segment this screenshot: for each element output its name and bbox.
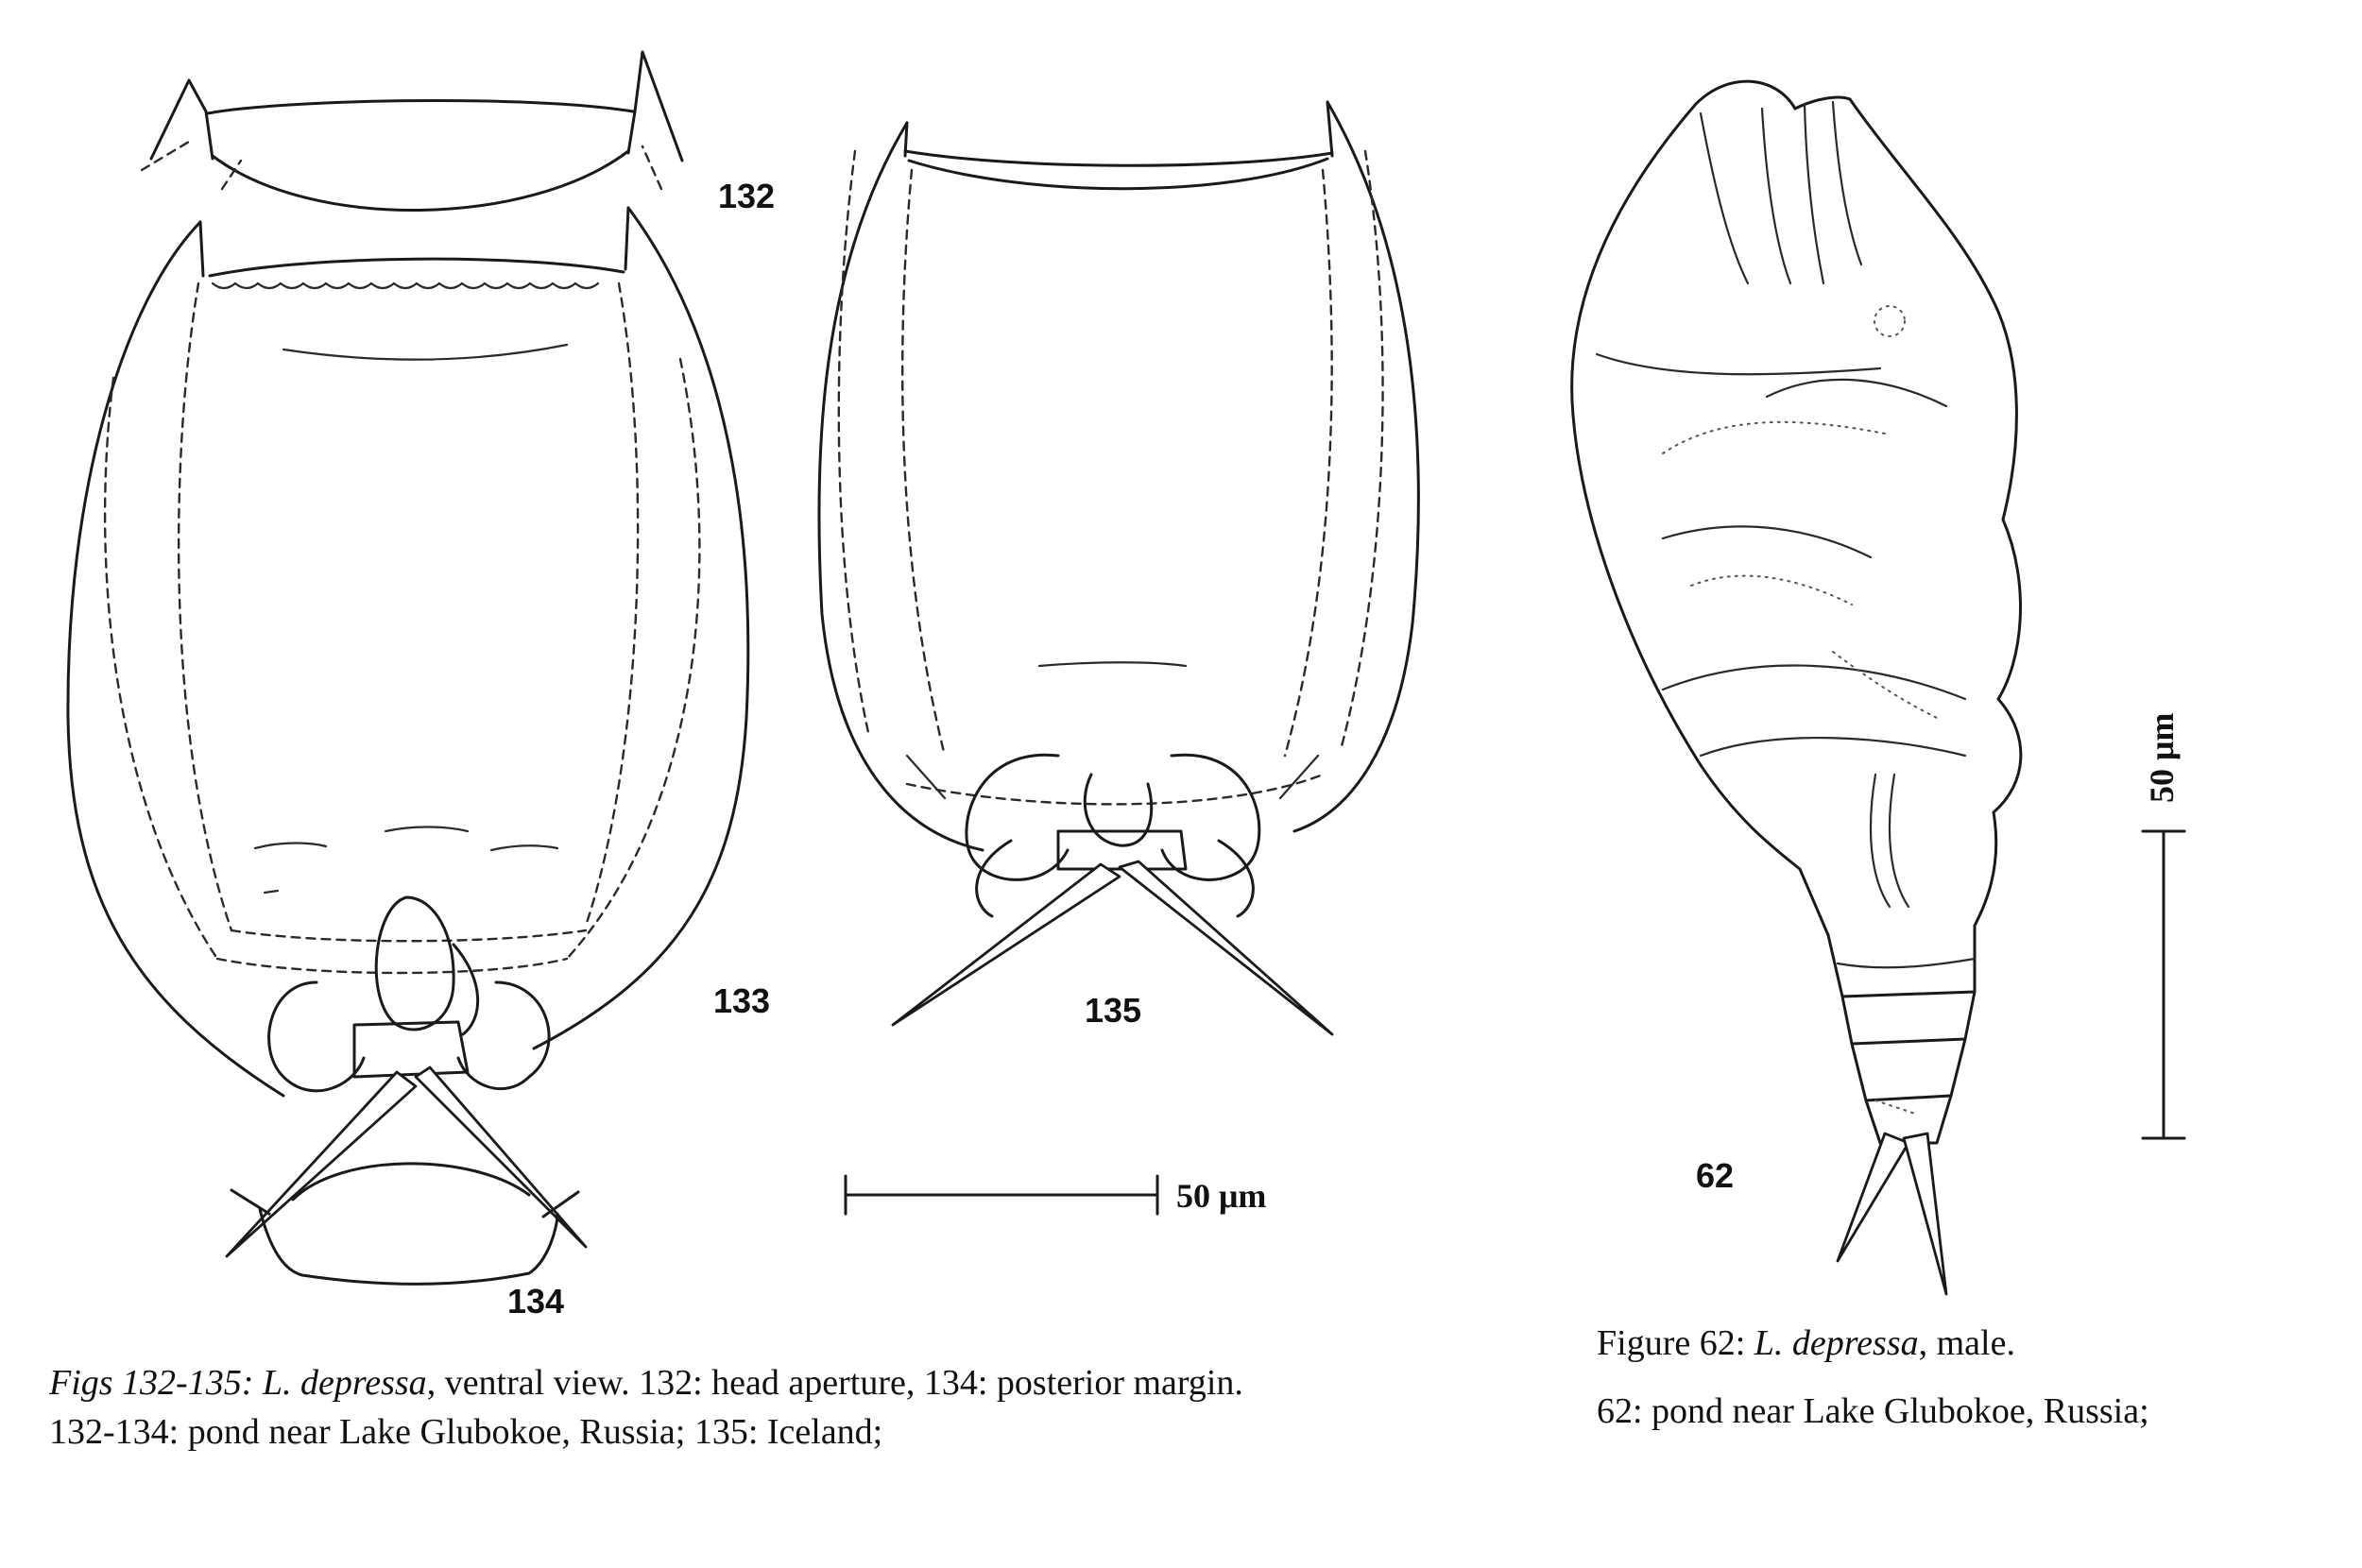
scale-bar-horizontal bbox=[846, 1176, 1157, 1214]
caption-left-line-1-text: , ventral view. 132: head aperture, 134: posterior margin. bbox=[426, 1363, 1243, 1403]
caption-right-line-2: 62: pond near Lake Glubokoe, Russia; bbox=[1597, 1391, 2149, 1431]
caption-left-line-2: 132-134: pond near Lake Glubokoe, Russia; 135: Iceland; bbox=[49, 1412, 883, 1452]
figure-number-62: 62 bbox=[1696, 1156, 1735, 1195]
caption-left-line-1 bbox=[49, 1365, 1243, 1401]
figure-number-132: 132 bbox=[718, 177, 776, 215]
scale-bar-label-horizontal: 50 μm bbox=[1176, 1177, 1267, 1215]
fig-135-lorica-drawing bbox=[819, 102, 1418, 1034]
figure-number-133: 133 bbox=[713, 981, 771, 1020]
scale-bar-label-vertical: 50 μm bbox=[2143, 712, 2181, 803]
fig-132-head-aperture-drawing bbox=[142, 52, 682, 211]
caption-right-line-1-text: , male. bbox=[1918, 1323, 2015, 1363]
caption-right-prefix: Figure 62: bbox=[1597, 1323, 1754, 1363]
caption-left-italic: Figs 132-135: L. depressa bbox=[49, 1363, 427, 1403]
fig-62-male-drawing bbox=[1572, 81, 2021, 1294]
figure-number-134: 134 bbox=[507, 1282, 565, 1321]
figure-number-135: 135 bbox=[1085, 991, 1142, 1030]
fig-133-lorica-drawing bbox=[68, 208, 748, 1256]
caption-right-line-1 bbox=[1597, 1325, 2015, 1361]
caption-right-italic: L. depressa bbox=[1754, 1323, 1919, 1363]
scale-bar-vertical bbox=[2143, 831, 2184, 1138]
